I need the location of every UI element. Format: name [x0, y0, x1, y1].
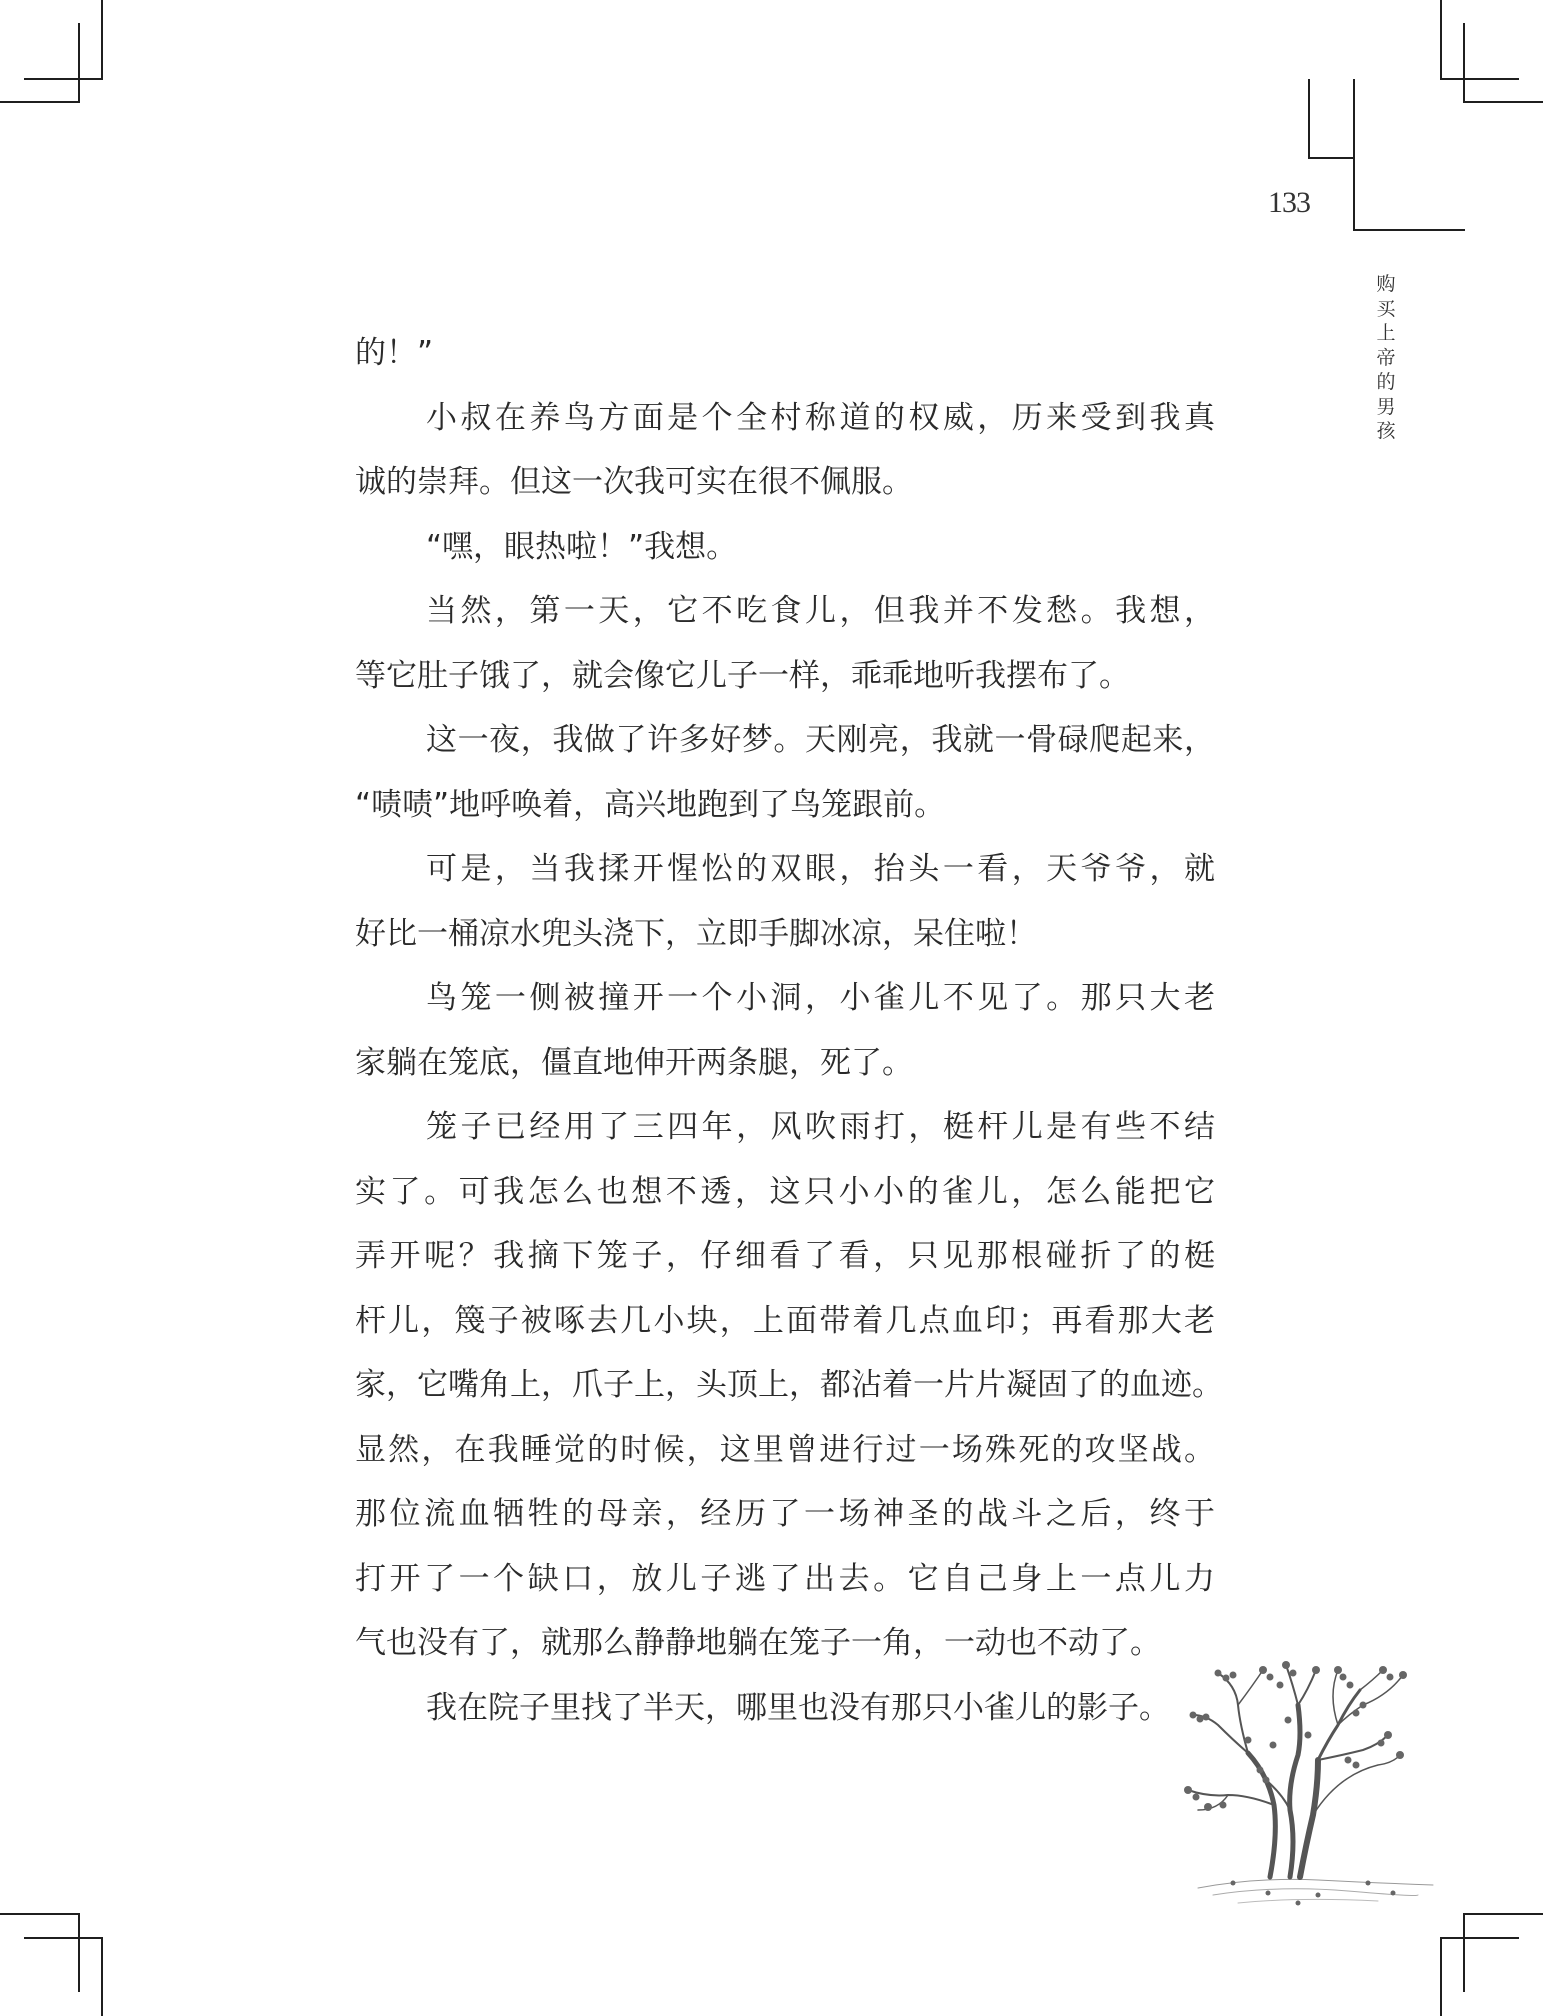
text-line: 家，它嘴角上，爪子上，头顶上，都沾着一片片凝固了的血迹。	[355, 1367, 1223, 1403]
crop-mark	[24, 1937, 103, 1939]
body-text	[355, 321, 1223, 1740]
text-line: 这一夜，我做了许多好梦。天刚亮，我就一骨碌爬起来，	[426, 722, 1215, 758]
crop-mark	[101, 0, 103, 79]
text-line: 气也没有了，就那么静静地躺在笼子一角，一动也不动了。	[355, 1625, 1161, 1661]
text-line: 小叔在养鸟方面是个全村称道的权威，历来受到我真	[426, 399, 1215, 436]
text-line: 鸟笼一侧被撞开一个小洞，小雀儿不见了。那只大老	[426, 980, 1215, 1016]
tree-sketch-icon	[1178, 1645, 1448, 1910]
crop-mark	[0, 101, 80, 103]
page-frame-line	[1308, 157, 1354, 159]
crop-mark	[1440, 1937, 1519, 1939]
text-line: 的！”	[355, 335, 434, 371]
crop-mark	[1440, 1937, 1442, 2016]
text-line: “啧啧”地呼唤着，高兴地跑到了鸟笼跟前。	[355, 786, 946, 823]
crop-mark	[1440, 78, 1519, 80]
text-line: 家躺在笼底，僵直地伸开两条腿，死了。	[355, 1044, 913, 1081]
text-line: 诚的崇拜。但这一次我可实在很不佩服。	[355, 464, 913, 500]
crop-mark	[1440, 0, 1442, 79]
text-line: 弄开呢？我摘下笼子，仔细看了看，只见那根碰折了的梃	[355, 1238, 1215, 1274]
text-line: 可是，当我揉开惺忪的双眼，抬头一看，天爷爷，就	[426, 851, 1215, 887]
crop-mark	[24, 78, 103, 80]
page-frame-line	[1353, 79, 1355, 230]
text-line: “嘿，眼热啦！”我想。	[426, 528, 738, 565]
crop-mark	[1463, 23, 1465, 103]
page-frame-line	[1308, 79, 1310, 158]
text-line: 当然，第一天，它不吃食儿，但我并不发愁。我想，	[426, 593, 1215, 629]
crop-mark	[1463, 1913, 1543, 1915]
crop-mark	[78, 1913, 80, 1992]
text-line: 我在院子里找了半天，哪里也没有那只小雀儿的影子。	[426, 1689, 1170, 1726]
text-line: 好比一桶凉水兜头浇下，立即手脚冰凉，呆住啦！	[355, 915, 1037, 952]
page-number: 133	[1268, 186, 1310, 219]
page-frame-line	[1353, 229, 1465, 231]
crop-mark	[1463, 101, 1543, 103]
crop-mark	[101, 1937, 103, 2016]
text-line: 显然，在我睡觉的时候，这里曾进行过一场殊死的攻坚战。	[355, 1431, 1215, 1468]
text-line: 实了。可我怎么也想不透，这只小小的雀儿，怎么能把它	[355, 1173, 1215, 1210]
text-line: 杆儿，篾子被啄去几小块，上面带着几点血印；再看那大老	[355, 1302, 1215, 1339]
text-line: 打开了一个缺口，放儿子逃了出去。它自己身上一点儿力	[355, 1560, 1215, 1597]
crop-mark	[1463, 1913, 1465, 1992]
text-line: 那位流血牺牲的母亲，经历了一场神圣的战斗之后，终于	[355, 1496, 1215, 1532]
running-title: 购买上帝的男孩	[1376, 273, 1396, 442]
text-line: 等它肚子饿了，就会像它儿子一样，乖乖地听我摆布了。	[355, 657, 1130, 694]
text-line: 笼子已经用了三四年，风吹雨打，梃杆儿是有些不结	[426, 1109, 1215, 1145]
crop-mark	[0, 1913, 80, 1915]
crop-mark	[78, 23, 80, 103]
